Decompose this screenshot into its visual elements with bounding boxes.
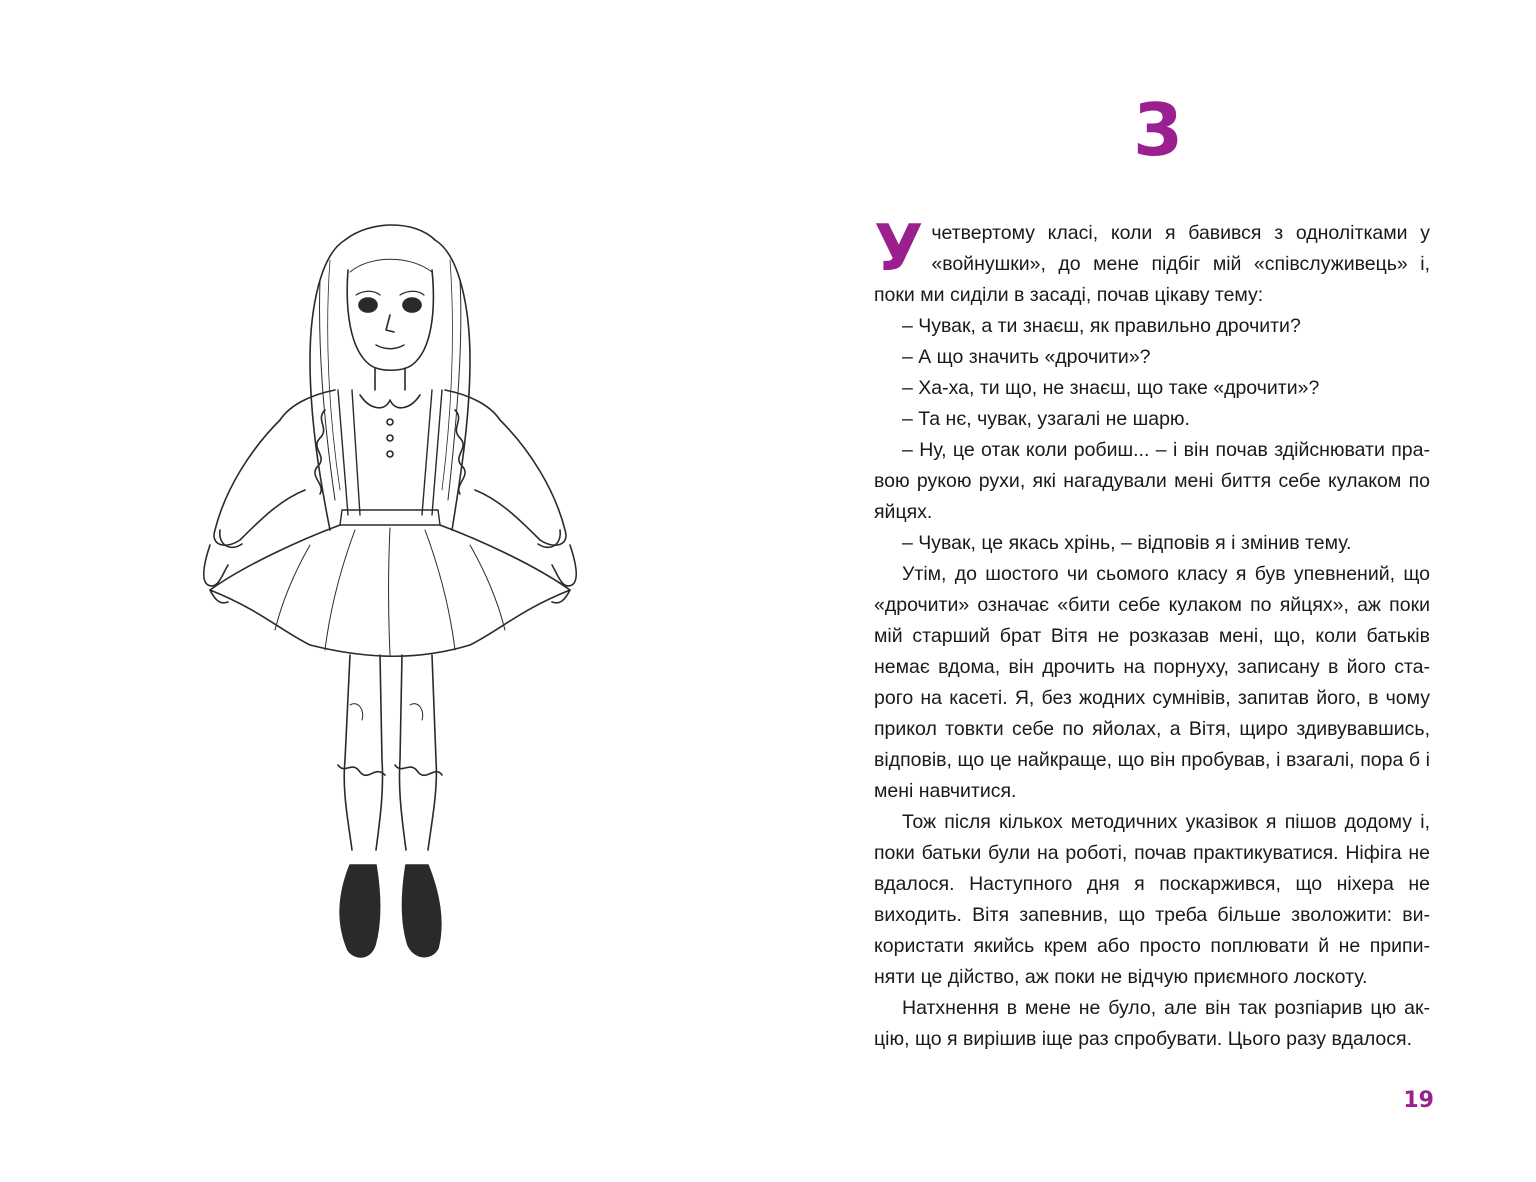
waistband	[340, 510, 440, 525]
paragraph: – А що значить «дрочити»?	[902, 346, 1151, 368]
paragraph: – Чувак, а ти знаєш, як правильно дрочити?	[902, 315, 1301, 337]
right-sleeve	[475, 420, 566, 545]
page-number: 19	[1403, 1088, 1434, 1113]
paragraph: – Чувак, це якась хрінь, – відповів я і змінив тему.	[902, 532, 1352, 554]
paragraph-text: четвертому класі, коли я бавився з однолітками у «войнушки», до мене підбіг мій «співслуживець» і, поки ми сиділи в засаді, почав цікаву тему:	[874, 222, 1430, 306]
legs	[344, 655, 436, 850]
chapter-number: 3	[1132, 88, 1184, 172]
drop-cap: У	[874, 212, 924, 286]
right-page	[768, 0, 1536, 1182]
paragraph: Тож після кількох методичних указівок я пішов додому і, поки батьки були на роботі, почав практикуватися. Ніфіга не вдалося. Наступного дня я поскаржився, що ніхера не виходить. Вітя запевнив, що треба більше зволожити: використати якийсь крем або просто поплювати й не припиняти це дійство, аж поки не відчую приємного лоскоту.	[874, 811, 1430, 988]
paragraph: – Ха-ха, ти що, не знаєш, що таке «дрочити»?	[902, 377, 1320, 399]
paragraph: Натхнення в мене не було, але він так розпіарив цю акцію, що я вирішив іще раз спробувати. Цього разу вдалося.	[874, 997, 1430, 1050]
right-shoe	[403, 865, 441, 957]
paragraph: Утім, до шостого чи сьомого класу я був упевнений, що «дрочити» означає «бити себе кулаком по яйцях», аж поки мій старший брат Вітя не розказав мені, що, коли батьків немає вдома, він дрочить на порнуху, записану в його старого на касеті. Я, без жодних сумнівів, запитав його, в чому прикол товкти себе по яйолах, а Вітя, щиро здивувавшись, відповів, що це найкраще, що він пробував, і взагалі, пора б і мені навчитися.	[874, 563, 1430, 802]
face	[347, 270, 433, 370]
paragraph: – Ну, це отак коли робиш... – і він почав здійснювати правою рукою рухи, які нагадували мені биття себе кулаком по яйцях.	[874, 439, 1430, 523]
skirt	[210, 525, 570, 656]
paragraph	[874, 212, 1430, 311]
left-sleeve	[214, 420, 305, 545]
hair	[310, 240, 470, 530]
chapter-text	[874, 212, 1430, 1055]
left-shoe	[340, 865, 379, 957]
paragraph: – Та нє, чувак, узагалі не шарю.	[902, 408, 1190, 430]
girl-illustration	[170, 200, 610, 1000]
collar	[360, 395, 420, 408]
